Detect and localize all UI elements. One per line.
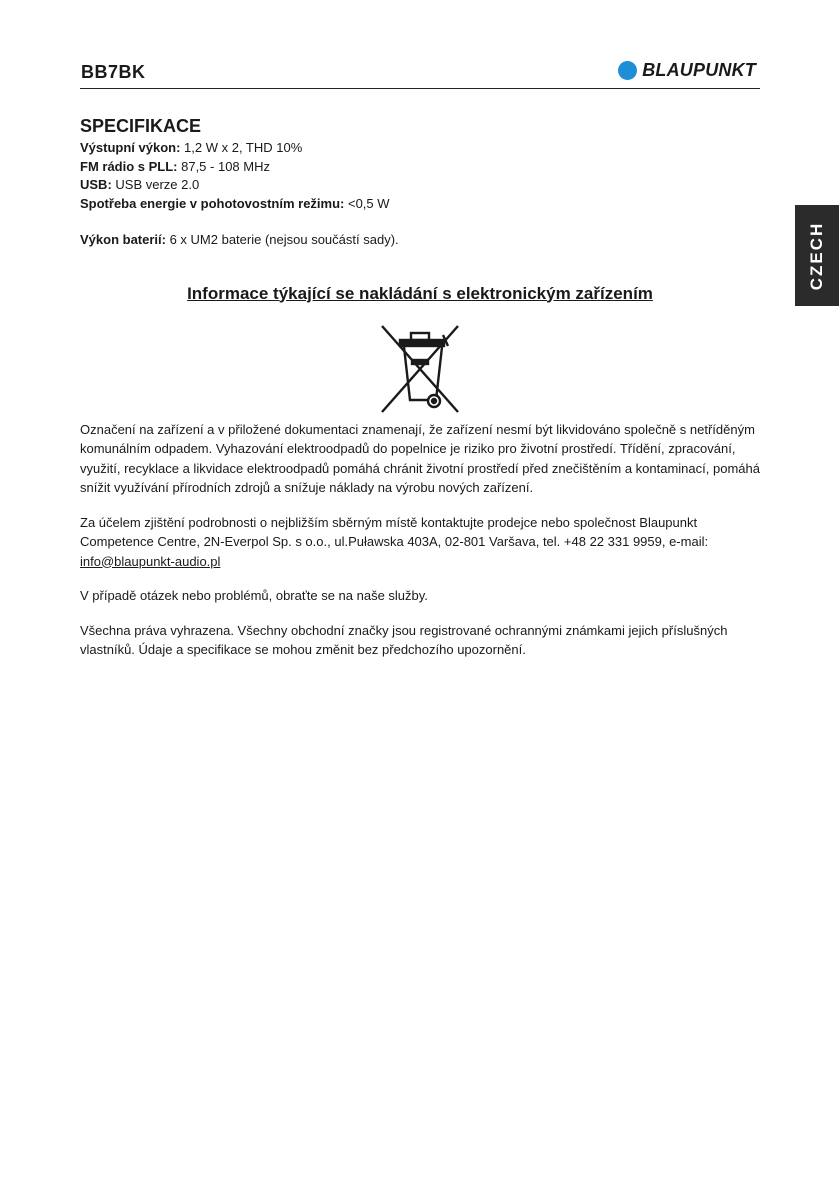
contact-text: Za účelem zjištění podrobnosti o nejbližším sběrným místě kontaktujte prodejce nebo společnost Blaupunkt Competence Centre, 2N-Everpol Sp. s o.o., ul.Puławska 403A, 02-801 Varšava, tel. +48 22 331 9959, e-mail: [80, 514, 709, 549]
spec-value: 1,2 W x 2, THD 10% [180, 140, 303, 155]
spec-line [80, 195, 760, 214]
brand-dot-icon [618, 61, 637, 80]
spec-value: 87,5 - 108 MHz [177, 158, 270, 174]
weee-icon-wrap [80, 320, 760, 418]
contact-paragraph [80, 513, 760, 572]
battery-value: 6 x UM2 baterie (nejsou součástí sady). [165, 232, 399, 247]
spec-line [80, 176, 760, 195]
spec-label: Výstupní výkon: [80, 140, 181, 155]
specs-title: SPECIFIKACE [80, 116, 202, 136]
spec-value: USB verze 2.0 [111, 177, 200, 192]
spec-line [80, 139, 760, 158]
language-tab-label: CZECH [807, 221, 826, 290]
weee-title: Informace týkající se nakládání s elektronickým zařízením [187, 283, 653, 303]
spec-value: <0,5 W [344, 195, 390, 211]
language-tab [795, 205, 839, 306]
spec-label: Spotřeba energie v pohotovostním režimu: [80, 195, 345, 211]
email-link[interactable]: info@blaupunkt-audio.pl [80, 553, 221, 569]
spec-label: USB: [80, 177, 112, 192]
rights-paragraph: Všechna práva vyhrazena. Všechny obchodní značky jsou registrované ochrannými známkami jejich příslušných vlastníků. Údaje a specifikace se mohou změnit bez předchozího upozornění. [80, 622, 728, 657]
brand-logo [618, 60, 756, 81]
main-content [80, 115, 760, 675]
support-paragraph: V případě otázek nebo problémů, obraťte se na naše služby. [80, 588, 428, 603]
weee-paragraph: Označení na zařízení a v přiložené dokumentaci znamenají, že zařízení nesmí být likvidováno společně s netříděným komunálním odpadem. Vyhazování elektroodpadů do popelnice je riziko pro životní prostředí. Třídění, zpracování, využití, recyklace a likvidace elektroodpadů pomáhá chránit životní prostředí před znečištěním a kontaminací, pomáhá snížit využívání přírodních zdrojů a snížuje náklady na výrobu nových zařízení. [80, 421, 760, 495]
battery-label: Výkon baterií: [80, 232, 166, 247]
spec-label: FM rádio s PLL: [80, 158, 178, 174]
model-number: BB7BK [81, 62, 146, 82]
crossed-out-wheelie-bin-icon [374, 320, 466, 416]
page-header [80, 58, 760, 89]
spec-line [80, 158, 760, 177]
battery-spec-line [80, 231, 760, 250]
brand-name: BLAUPUNKT [642, 60, 756, 80]
